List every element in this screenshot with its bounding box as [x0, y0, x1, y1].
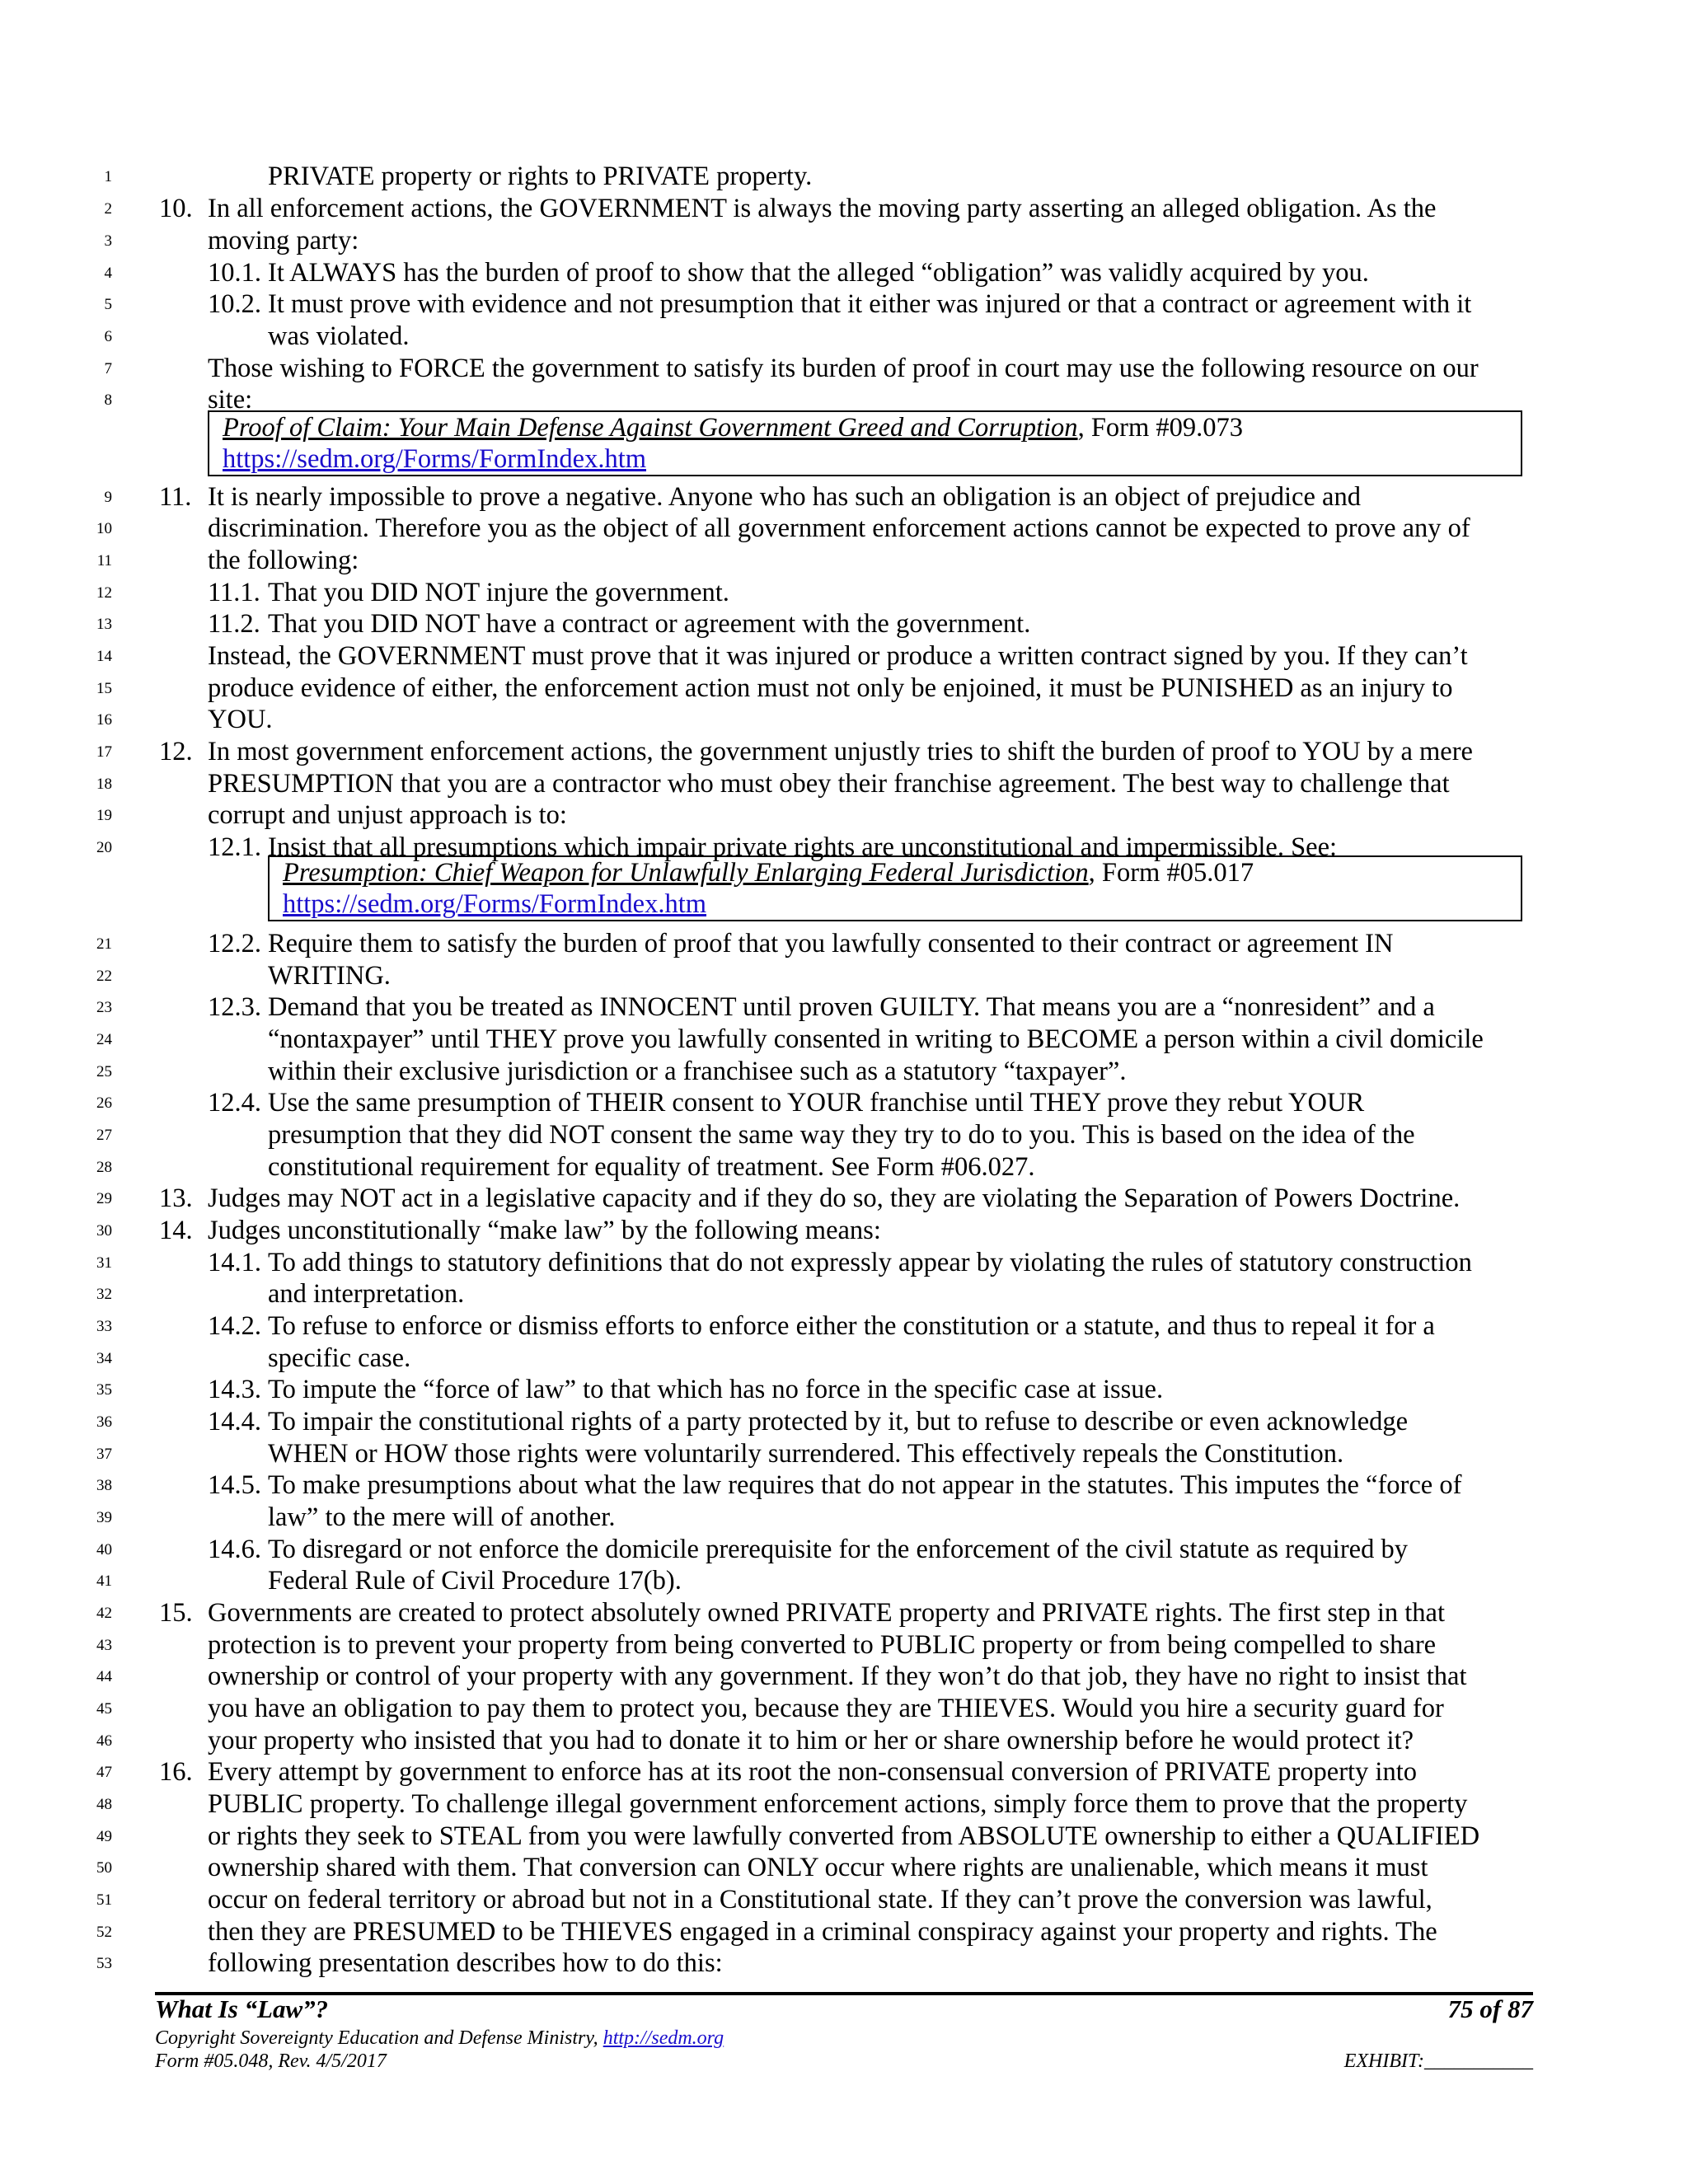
text-line — [0, 1916, 1688, 1947]
text-line — [0, 321, 1688, 352]
line-text: Judges unconstitutionally “make law” by the following means: — [208, 1216, 881, 1245]
line-text: To impair the constitutional rights of a party protected by it, but to refuse to describe or even acknowledge — [268, 1407, 1409, 1436]
line-number: 9 — [104, 489, 112, 506]
list-marker: 11.2. — [208, 609, 260, 639]
line-text: To disregard or not enforce the domicile prerequisite for the enforcement of the civil statute as required by — [268, 1535, 1408, 1564]
text-line — [0, 225, 1688, 256]
text-line — [0, 353, 1688, 384]
line-text: That you DID NOT injure the government. — [268, 578, 729, 607]
line-text: Require them to satisfy the burden of proof that you lawfully consented to their contract or agreement IN — [268, 929, 1394, 958]
line-text: your property who insisted that you had to donate it to him or her or share ownership before he would protect it? — [208, 1726, 1414, 1755]
line-text: site: — [208, 385, 253, 415]
line-number: 24 — [96, 1031, 112, 1048]
line-number: 53 — [96, 1955, 112, 1972]
list-marker: 10.1. — [208, 258, 261, 288]
line-text: Instead, the GOVERNMENT must prove that it was injured or produce a written contract signed by you. If they can’t — [208, 641, 1468, 671]
line-number: 5 — [104, 296, 112, 313]
resource-title: Presumption: Chief Weapon for Unlawfully Enlarging Federal Jurisdiction — [283, 858, 1089, 888]
text-line — [0, 1629, 1688, 1661]
line-text: specific case. — [268, 1343, 411, 1373]
text-line — [0, 640, 1688, 672]
text-line — [0, 1502, 1688, 1533]
line-number: 17 — [96, 743, 112, 761]
line-number: 16 — [96, 711, 112, 729]
text-line — [0, 1565, 1688, 1596]
list-marker: 15. — [159, 1598, 193, 1628]
line-text: PUBLIC property. To challenge illegal government enforcement actions, simply force them to prove that the property — [208, 1789, 1468, 1819]
text-line — [0, 1343, 1688, 1374]
line-text: In most government enforcement actions, the government unjustly tries to shift the burden of proof to YOU by a mere — [208, 737, 1473, 766]
text-line — [0, 1183, 1688, 1214]
text-line — [0, 1310, 1688, 1342]
text-line — [0, 991, 1688, 1023]
line-number: 44 — [96, 1668, 112, 1685]
line-text: YOU. — [208, 705, 273, 734]
line-text: Federal Rule of Civil Procedure 17(b). — [268, 1566, 682, 1596]
resource-form-number: , Form #05.017 — [1088, 858, 1254, 888]
text-line — [0, 577, 1688, 608]
text-line — [0, 608, 1688, 640]
line-number: 47 — [96, 1764, 112, 1781]
line-number: 23 — [96, 999, 112, 1016]
line-number: 12 — [96, 584, 112, 602]
line-number: 14 — [96, 648, 112, 665]
list-marker: 11.1. — [208, 578, 260, 607]
line-number: 20 — [96, 839, 112, 856]
line-text: It must prove with evidence and not presumption that it either was injured or that a contract or agreement with it — [268, 289, 1472, 319]
line-number: 42 — [96, 1605, 112, 1622]
text-line — [0, 799, 1688, 831]
line-text: To refuse to enforce or dismiss efforts to enforce either the constitution or a statute, and thus to repeal it for a — [268, 1311, 1435, 1341]
footer-copyright — [155, 2027, 724, 2050]
list-marker: 12.4. — [208, 1088, 261, 1118]
line-number: 30 — [96, 1222, 112, 1240]
list-marker: 12.1. — [208, 832, 261, 862]
text-line — [0, 1821, 1688, 1852]
text-line — [0, 768, 1688, 799]
line-text: Every attempt by government to enforce has at its root the non-consensual conversion of PRIVATE property into — [208, 1757, 1417, 1787]
footer-copyright-link[interactable]: http://sedm.org — [603, 2027, 724, 2049]
line-number: 34 — [96, 1350, 112, 1367]
text-line — [0, 1534, 1688, 1565]
line-number: 48 — [96, 1796, 112, 1813]
line-number: 49 — [96, 1828, 112, 1845]
line-number: 3 — [104, 232, 112, 250]
line-text: Judges may NOT act in a legislative capacity and if they do so, they are violating the Separation of Powers Doctrine. — [208, 1183, 1461, 1213]
text-line — [0, 1438, 1688, 1469]
line-number: 10 — [96, 520, 112, 537]
text-line — [0, 960, 1688, 991]
line-text: That you DID NOT have a contract or agreement with the government. — [268, 609, 1031, 639]
line-text: law” to the mere will of another. — [268, 1502, 616, 1532]
line-number: 6 — [104, 328, 112, 345]
text-line — [0, 1247, 1688, 1278]
text-line — [0, 1947, 1688, 1979]
resource-link-line — [283, 888, 706, 920]
line-number: 21 — [96, 935, 112, 953]
line-number: 1 — [104, 168, 112, 185]
line-text: you have an obligation to pay them to protect you, because they are THIEVES. Would you hire a security guard for — [208, 1694, 1444, 1723]
footer-exhibit: EXHIBIT:___________ — [1343, 2050, 1533, 2072]
line-number: 4 — [104, 265, 112, 282]
line-text: occur on federal territory or abroad but not in a Constitutional state. If they can’t prove the conversion was lawful, — [208, 1885, 1432, 1915]
line-text: “nontaxpayer” until THEY prove you lawfully consented in writing to BECOME a person within a civil domicile — [268, 1024, 1484, 1054]
line-number: 41 — [96, 1572, 112, 1590]
resource-box — [268, 855, 1522, 921]
resource-link[interactable]: https://sedm.org/Forms/FormIndex.htm — [223, 444, 647, 474]
line-text: and interpretation. — [268, 1279, 465, 1309]
line-text: constitutional requirement for equality of treatment. See Form #06.027. — [268, 1152, 1035, 1182]
list-marker: 14. — [159, 1216, 193, 1245]
footer-page-number: 75 of 87 — [1447, 1994, 1533, 2023]
line-text: corrupt and unjust approach is to: — [208, 800, 567, 830]
text-line — [0, 673, 1688, 704]
text-line — [0, 1693, 1688, 1724]
line-text: Insist that all presumptions which impair private rights are unconstitutional and impermissible. See: — [268, 832, 1338, 862]
resource-citation — [283, 857, 1254, 888]
line-number: 7 — [104, 360, 112, 377]
line-number: 35 — [96, 1381, 112, 1399]
line-number: 26 — [96, 1094, 112, 1112]
line-number: 32 — [96, 1286, 112, 1303]
list-marker: 12.2. — [208, 929, 261, 958]
resource-link[interactable]: https://sedm.org/Forms/FormIndex.htm — [283, 889, 707, 919]
line-text: ownership shared with them. That conversion can ONLY occur where rights are unalienable, which means it must — [208, 1853, 1428, 1882]
line-number: 46 — [96, 1732, 112, 1750]
line-number: 25 — [96, 1063, 112, 1080]
line-text: Governments are created to protect absolutely owned PRIVATE property and PRIVATE rights. The first step in that — [208, 1598, 1446, 1628]
resource-form-number: , Form #09.073 — [1077, 413, 1243, 443]
text-line — [0, 704, 1688, 735]
footer-title: What Is “Law”? — [155, 1994, 329, 2023]
line-number: 50 — [96, 1859, 112, 1877]
line-text: then they are PRESUMED to be THIEVES engaged in a criminal conspiracy against your property and rights. The — [208, 1917, 1437, 1947]
line-number: 37 — [96, 1446, 112, 1463]
text-line — [0, 288, 1688, 320]
list-marker: 14.5. — [208, 1470, 261, 1500]
line-text: Use the same presumption of THEIR consent to YOUR franchise until THEY prove they rebut YOUR — [268, 1088, 1365, 1118]
resource-citation — [223, 412, 1243, 443]
line-text: It is nearly impossible to prove a negative. Anyone who has such an obligation is an object of prejudice and — [208, 482, 1361, 512]
line-number: 52 — [96, 1924, 112, 1941]
line-number: 22 — [96, 968, 112, 985]
line-text: It ALWAYS has the burden of proof to show that the alleged “obligation” was validly acquired by you. — [268, 258, 1369, 288]
text-line — [0, 1151, 1688, 1183]
line-number: 27 — [96, 1127, 112, 1144]
line-text: or rights they seek to STEAL from you were lawfully converted from ABSOLUTE ownership to either a QUALIFIED — [208, 1821, 1480, 1851]
text-line — [0, 1597, 1688, 1629]
line-text: Those wishing to FORCE the government to satisfy its burden of proof in court may use the following resource on our — [208, 354, 1479, 383]
line-text: PRESUMPTION that you are a contractor who must obey their franchise agreement. The best way to challenge that — [208, 769, 1450, 799]
line-number: 33 — [96, 1318, 112, 1335]
line-text: Demand that you be treated as INNOCENT until proven GUILTY. That means you are a “nonresident” and a — [268, 992, 1435, 1022]
text-line — [0, 1661, 1688, 1692]
text-line — [0, 928, 1688, 959]
text-line — [0, 1756, 1688, 1788]
list-marker: 10. — [159, 194, 193, 223]
text-line — [0, 1278, 1688, 1310]
line-number: 29 — [96, 1190, 112, 1207]
resource-title: Proof of Claim: Your Main Defense Against Government Greed and Corruption — [223, 413, 1078, 443]
line-number: 8 — [104, 391, 112, 409]
text-line — [0, 193, 1688, 224]
text-line — [0, 736, 1688, 767]
text-line — [0, 1087, 1688, 1118]
list-marker: 14.3. — [208, 1375, 261, 1404]
line-number: 15 — [96, 680, 112, 697]
text-line — [0, 1024, 1688, 1055]
resource-link-line — [223, 443, 646, 475]
footer-rule — [155, 1992, 1533, 1995]
text-line — [0, 1852, 1688, 1883]
line-number: 18 — [96, 776, 112, 793]
text-line — [0, 1788, 1688, 1820]
text-line — [0, 1374, 1688, 1405]
line-number: 11 — [96, 552, 112, 569]
line-text: presumption that they did NOT consent the same way they try to do to you. This is based on the idea of the — [268, 1120, 1415, 1150]
footer-copyright-text: Copyright Sovereignty Education and Defense Ministry, — [155, 2027, 603, 2049]
line-number: 39 — [96, 1509, 112, 1526]
line-text: discrimination. Therefore you as the object of all government enforcement actions cannot be expected to prove any of — [208, 513, 1470, 543]
line-number: 31 — [96, 1254, 112, 1272]
line-number: 28 — [96, 1159, 112, 1176]
line-number: 19 — [96, 807, 112, 824]
text-line — [0, 1469, 1688, 1501]
resource-box — [208, 410, 1522, 476]
list-marker: 12.3. — [208, 992, 261, 1022]
list-marker: 13. — [159, 1183, 193, 1213]
text-line — [0, 1056, 1688, 1087]
line-text: To impute the “force of law” to that which has no force in the specific case at issue. — [268, 1375, 1164, 1404]
line-text: protection is to prevent your property from being converted to PUBLIC property or from being compelled to share — [208, 1630, 1437, 1660]
line-number: 38 — [96, 1477, 112, 1494]
line-number: 43 — [96, 1637, 112, 1654]
list-marker: 14.2. — [208, 1311, 261, 1341]
line-text: To add things to statutory definitions that do not expressly appear by violating the rules of statutory construction — [268, 1248, 1472, 1277]
text-line — [0, 257, 1688, 288]
text-line — [0, 1119, 1688, 1151]
line-number: 45 — [96, 1700, 112, 1718]
line-text: within their exclusive jurisdiction or a franchisee such as a statutory “taxpayer”. — [268, 1057, 1127, 1086]
line-number: 2 — [104, 200, 112, 218]
text-line — [0, 161, 1688, 192]
list-marker: 10.2. — [208, 289, 261, 319]
line-text: ownership or control of your property with any government. If they won’t do that job, they have no right to insist that — [208, 1661, 1467, 1691]
line-number: 13 — [96, 616, 112, 633]
text-line — [0, 1406, 1688, 1437]
text-line — [0, 1215, 1688, 1246]
list-marker: 11. — [159, 482, 192, 512]
line-text: was violated. — [268, 321, 410, 351]
line-number: 36 — [96, 1413, 112, 1431]
line-text: WRITING. — [268, 961, 391, 991]
line-text: To make presumptions about what the law requires that do not appear in the statutes. This imputes the “force of — [268, 1470, 1462, 1500]
text-line — [0, 545, 1688, 576]
line-text: PRIVATE property or rights to PRIVATE property. — [268, 162, 813, 191]
line-text: In all enforcement actions, the GOVERNMENT is always the moving party asserting an alleged obligation. As the — [208, 194, 1437, 223]
list-marker: 16. — [159, 1757, 193, 1787]
text-line — [0, 1884, 1688, 1915]
line-text: WHEN or HOW those rights were voluntarily surrendered. This effectively repeals the Constitution. — [268, 1439, 1344, 1469]
text-line — [0, 513, 1688, 544]
line-number: 51 — [96, 1891, 112, 1909]
text-line — [0, 1725, 1688, 1756]
line-number: 40 — [96, 1541, 112, 1558]
line-text: moving party: — [208, 226, 359, 255]
line-text: produce evidence of either, the enforcement action must not only be enjoined, it must be PUNISHED as an injury to — [208, 673, 1453, 703]
list-marker: 12. — [159, 737, 193, 766]
list-marker: 14.6. — [208, 1535, 261, 1564]
line-text: following presentation describes how to do this: — [208, 1948, 723, 1978]
footer-form-revision: Form #05.048, Rev. 4/5/2017 — [155, 2050, 387, 2072]
list-marker: 14.4. — [208, 1407, 261, 1436]
text-line — [0, 481, 1688, 513]
list-marker: 14.1. — [208, 1248, 261, 1277]
line-text: the following: — [208, 546, 359, 575]
